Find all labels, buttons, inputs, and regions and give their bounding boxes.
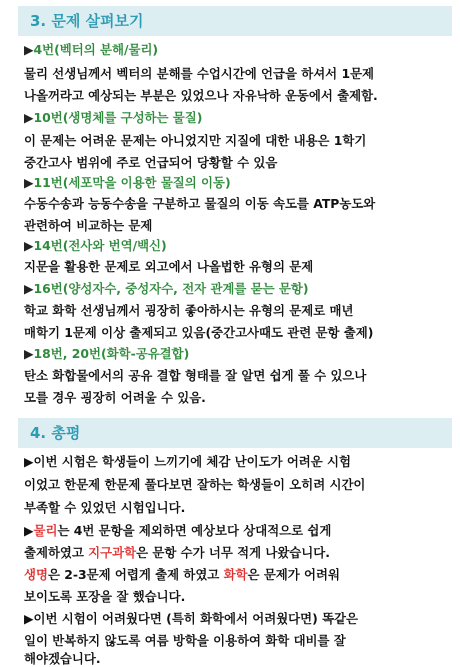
topic-10: ▶10번(생명체를 구성하는 물질)	[24, 110, 203, 125]
summary-p3-line-3: 해야겠습니다.	[24, 651, 101, 666]
topic-14-line-1: 지문을 활용한 문제로 외고에서 나올법한 유형의 문제	[24, 259, 314, 274]
topic-18-20: ▶18번, 20번(화학-공유결합)	[24, 346, 190, 361]
topic-18-20-line-1: 탄소 화합물에서의 공유 결합 형태를 잘 알면 쉽게 풀 수 있으나	[24, 368, 367, 383]
summary-p2-line-1: ▶물리는 4번 문항을 제외하면 예상보다 상대적으로 쉽게	[24, 523, 332, 538]
summary-p1-line-3: 부족할 수 있었던 시험입니다.	[24, 500, 186, 515]
topic-4: ▶4번(벡터의 분해/물리)	[24, 42, 159, 57]
triangle-bullet-icon: ▶	[24, 346, 34, 361]
summary-p2-line-3: 생명은 2-3문제 어렵게 출제 하였고 화학은 문제가 어려워	[24, 567, 340, 582]
section-3-title: 3. 문제 살펴보기	[30, 12, 144, 30]
topic-11-line-2: 관련하여 비교하는 문제	[24, 218, 153, 233]
summary-p2-line-2: 출제하였고 지구과학은 문항 수가 너무 적게 나왔습니다.	[24, 545, 330, 560]
summary-p3-line-1: ▶이번 시험이 어려웠다면 (특히 화학에서 어려웠다면) 똑같은	[24, 611, 359, 626]
summary-p1-line-1: ▶이번 시험은 학생들이 느끼기에 체감 난이도가 어려운 시험	[24, 454, 351, 469]
chemistry-highlight: 화학	[223, 567, 248, 582]
summary-p1-line-2: 이었고 한문제 한문제 풀다보면 잘하는 학생들이 오히려 시간이	[24, 477, 366, 492]
topic-11-line-1: 수동수송과 능동수송을 구분하고 물질의 이동 속도를 ATP농도와	[24, 196, 376, 211]
topic-4-line-2: 나올꺼라고 예상되는 부분은 있었으나 자유낙하 운동에서 출제함.	[24, 88, 378, 103]
topic-11: ▶11번(세포막을 이용한 물질의 이동)	[24, 175, 231, 190]
triangle-bullet-icon: ▶	[24, 42, 34, 57]
physics-highlight: 물리	[33, 523, 58, 538]
topic-4-line-1: 물리 선생님께서 벡터의 분해를 수업시간에 언급을 하셔서 1문제	[24, 66, 375, 81]
summary-p2-line-4: 보이도록 포장을 잘 했습니다.	[24, 589, 186, 604]
topic-10-line-1: 이 문제는 어려운 문제는 아니었지만 지질에 대한 내용은 1학기	[24, 133, 367, 148]
section-3-header	[18, 6, 452, 36]
section-4-header	[18, 418, 452, 448]
topic-10-line-2: 중간고사 범위에 주로 언급되어 당황할 수 있음	[24, 155, 278, 170]
summary-p3-line-2: 일이 반복하지 않도록 여름 방학을 이용하여 화학 대비를 잘	[24, 633, 346, 648]
earth-science-highlight: 지구과학	[88, 545, 137, 560]
triangle-bullet-icon: ▶	[24, 238, 34, 253]
topic-14: ▶14번(전사와 번역/백신)	[24, 238, 167, 253]
topic-18-20-line-2: 모를 경우 굉장히 어려울 수 있음.	[24, 390, 206, 405]
section-4-title: 4. 총평	[30, 424, 81, 442]
biology-highlight: 생명	[24, 567, 48, 582]
triangle-bullet-icon: ▶	[24, 110, 34, 125]
topic-16-line-1: 학교 화학 선생님께서 굉장히 좋아하시는 유형의 문제로 매년	[24, 303, 354, 318]
triangle-bullet-icon: ▶	[24, 281, 34, 296]
triangle-bullet-icon: ▶	[24, 175, 34, 190]
topic-16-line-2: 매학기 1문제 이상 출제되고 있음(중간고사때도 관련 문항 출제)	[24, 325, 374, 340]
topic-16: ▶16번(양성자수, 중성자수, 전자 관계를 묻는 문항)	[24, 281, 309, 296]
